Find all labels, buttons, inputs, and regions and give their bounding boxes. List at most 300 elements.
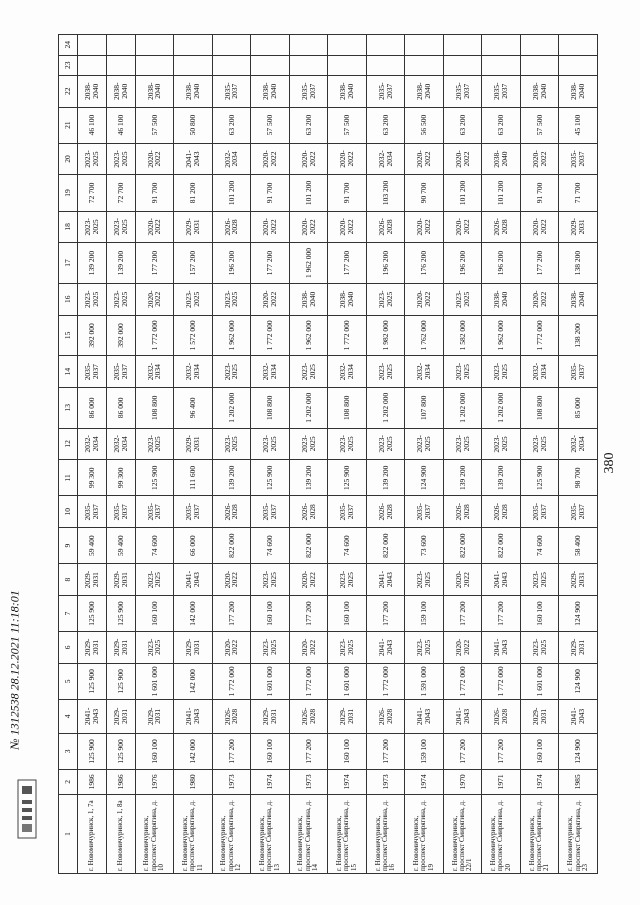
table-cell: 101 200: [443, 175, 482, 211]
table-cell: 46 100: [78, 107, 107, 143]
table-cell: 139 200: [78, 243, 107, 284]
table-cell: 90 700: [405, 175, 444, 211]
table-cell: 2032-2034: [520, 356, 559, 388]
table-cell: 139 200: [366, 460, 405, 496]
table-cell: 2035-2037: [212, 75, 251, 107]
data-table: [58, 34, 598, 874]
table-cell: 2041-2043: [366, 632, 405, 664]
table-cell: 2023-2025: [520, 564, 559, 596]
column-header-12: 12: [59, 428, 78, 460]
table-cell: 1 202 000: [482, 387, 521, 428]
table-cell: 74 600: [328, 528, 367, 564]
table-cell: 160 100: [520, 733, 559, 769]
table-cell: 2020-2022: [212, 632, 251, 664]
table-cell: [520, 55, 559, 75]
column-header-22: 22: [59, 75, 78, 107]
column-header-23: 23: [59, 55, 78, 75]
table-cell: 2023-2025: [135, 428, 174, 460]
table-cell: 2035-2037: [174, 496, 213, 528]
table-cell: 2032-2034: [328, 356, 367, 388]
table-cell: 91 700: [135, 175, 174, 211]
table-cell: [443, 35, 482, 56]
table-cell: 2032-2034: [212, 143, 251, 175]
table-cell: 2023-2025: [251, 564, 290, 596]
table-cell: [366, 55, 405, 75]
table-cell: 159 100: [405, 595, 444, 631]
table-cell: 108 800: [251, 387, 290, 428]
table-row: [106, 35, 135, 874]
address-cell: г. Новомичуринск, проспект Смирягина, д. 10: [135, 794, 174, 873]
table-cell: [405, 35, 444, 56]
table-cell: 822 000: [289, 528, 328, 564]
table-cell: 177 200: [482, 733, 521, 769]
table-cell: 196 200: [482, 243, 521, 284]
column-header-4: 4: [59, 699, 78, 733]
table-cell: [328, 35, 367, 56]
table-cell: 2020-2022: [443, 211, 482, 243]
table-row: [520, 35, 559, 874]
table-cell: 2023-2025: [106, 283, 135, 315]
table-cell: 1976: [135, 769, 174, 794]
table-cell: 56 500: [405, 107, 444, 143]
table-cell: 2023-2025: [212, 428, 251, 460]
table-cell: 74 600: [135, 528, 174, 564]
table-cell: 2038-2040: [251, 75, 290, 107]
table-cell: 2020-2022: [135, 211, 174, 243]
table-cell: 2020-2022: [328, 211, 367, 243]
document-stamp: [0, 580, 30, 760]
table-cell: 2041-2043: [366, 564, 405, 596]
table-cell: 2023-2025: [328, 632, 367, 664]
table-cell: 1974: [405, 769, 444, 794]
table-cell: 63 200: [212, 107, 251, 143]
table-cell: 125 900: [135, 460, 174, 496]
table-cell: 2026-2028: [366, 699, 405, 733]
table-cell: 138 200: [559, 315, 598, 356]
rotated-table-area: [58, 34, 598, 874]
table-cell: 1 591 000: [405, 663, 444, 699]
table-cell: 2023-2025: [78, 211, 107, 243]
table-cell: 2020-2022: [289, 143, 328, 175]
table-cell: 91 700: [520, 175, 559, 211]
table-cell: 2020-2022: [405, 143, 444, 175]
table-cell: 2023-2025: [443, 283, 482, 315]
table-container: [58, 34, 598, 874]
table-cell: 392 000: [78, 315, 107, 356]
table-cell: 177 200: [443, 733, 482, 769]
table-cell: 59 400: [78, 528, 107, 564]
table-cell: 125 900: [520, 460, 559, 496]
table-cell: 1986: [78, 769, 107, 794]
table-cell: 177 200: [289, 733, 328, 769]
table-cell: 74 600: [251, 528, 290, 564]
table-cell: 2026-2028: [366, 211, 405, 243]
table-cell: 2023-2025: [482, 356, 521, 388]
table-cell: 139 200: [289, 460, 328, 496]
table-cell: 177 200: [366, 595, 405, 631]
table-cell: 2020-2022: [289, 211, 328, 243]
table-cell: 86 000: [78, 387, 107, 428]
table-cell: [289, 55, 328, 75]
table-cell: 2035-2037: [289, 75, 328, 107]
table-cell: 103 200: [366, 175, 405, 211]
table-cell: 2035-2037: [78, 496, 107, 528]
table-cell: 2023-2025: [106, 211, 135, 243]
table-cell: 822 000: [482, 528, 521, 564]
table-cell: 139 200: [106, 243, 135, 284]
table-cell: 139 200: [443, 460, 482, 496]
table-cell: 2020-2022: [289, 632, 328, 664]
table-cell: 159 100: [405, 733, 444, 769]
table-cell: 74 600: [520, 528, 559, 564]
table-cell: 1 762 000: [405, 315, 444, 356]
table-cell: 1971: [482, 769, 521, 794]
table-cell: 124 900: [559, 733, 598, 769]
table-cell: 124 900: [559, 663, 598, 699]
table-cell: 2023-2025: [443, 428, 482, 460]
table-cell: 2020-2022: [405, 211, 444, 243]
table-cell: 2020-2022: [443, 564, 482, 596]
table-cell: 176 200: [405, 243, 444, 284]
table-cell: 1974: [251, 769, 290, 794]
table-row: [443, 35, 482, 874]
column-header-21: 21: [59, 107, 78, 143]
table-row: [174, 35, 213, 874]
table-cell: 2035-2037: [106, 356, 135, 388]
table-cell: 142 000: [174, 733, 213, 769]
table-cell: 73 600: [405, 528, 444, 564]
table-cell: 2023-2025: [135, 564, 174, 596]
table-row: [251, 35, 290, 874]
table-cell: 2038-2040: [289, 283, 328, 315]
table-cell: 177 200: [289, 595, 328, 631]
table-cell: 2038-2040: [482, 143, 521, 175]
table-cell: [174, 35, 213, 56]
table-cell: 124 900: [559, 595, 598, 631]
column-header-24: 24: [59, 35, 78, 56]
table-cell: 2041-2043: [174, 699, 213, 733]
table-cell: 1 772 000: [366, 663, 405, 699]
table-cell: 108 800: [520, 387, 559, 428]
table-cell: 2020-2022: [443, 632, 482, 664]
table-cell: 2029-2031: [174, 632, 213, 664]
column-header-3: 3: [59, 733, 78, 769]
table-cell: 2035-2037: [482, 75, 521, 107]
address-cell: г. Новомичуринск, проспект Смирягина, д. 16: [366, 794, 405, 873]
table-cell: [135, 55, 174, 75]
table-cell: 1 601 000: [135, 663, 174, 699]
table-cell: 2020-2022: [251, 143, 290, 175]
table-cell: [106, 55, 135, 75]
table-cell: 58 400: [559, 528, 598, 564]
table-cell: 160 100: [328, 733, 367, 769]
table-cell: 2020-2022: [443, 143, 482, 175]
table-cell: 2035-2037: [443, 75, 482, 107]
table-cell: 177 200: [482, 595, 521, 631]
table-cell: 101 200: [212, 175, 251, 211]
column-header-9: 9: [59, 528, 78, 564]
table-cell: 2035-2037: [520, 496, 559, 528]
table-cell: 2035-2037: [251, 496, 290, 528]
table-cell: 2029-2031: [251, 699, 290, 733]
table-cell: 177 200: [366, 733, 405, 769]
column-header-13: 13: [59, 387, 78, 428]
column-header-19: 19: [59, 175, 78, 211]
table-cell: 1 772 000: [251, 315, 290, 356]
table-cell: 2032-2034: [106, 428, 135, 460]
table-cell: 2023-2025: [251, 428, 290, 460]
column-header-16: 16: [59, 283, 78, 315]
table-cell: 138 200: [559, 243, 598, 284]
table-cell: 2029-2031: [174, 428, 213, 460]
address-cell: г. Новомичуринск, проспект Смирягина, д. 11: [174, 794, 213, 873]
table-cell: [251, 35, 290, 56]
table-cell: 2038-2040: [559, 283, 598, 315]
table-cell: 101 200: [289, 175, 328, 211]
table-cell: 125 900: [78, 663, 107, 699]
table-cell: 2038-2040: [174, 75, 213, 107]
table-cell: 139 200: [212, 460, 251, 496]
column-header-11: 11: [59, 460, 78, 496]
table-cell: 2023-2025: [328, 428, 367, 460]
table-cell: 81 200: [174, 175, 213, 211]
table-cell: 2032-2034: [135, 356, 174, 388]
address-cell: г. Новомичуринск, проспект Смирягина, д. 21: [520, 794, 559, 873]
table-cell: 2038-2040: [135, 75, 174, 107]
table-cell: 1 601 000: [328, 663, 367, 699]
table-cell: 2023-2025: [251, 632, 290, 664]
table-cell: 2023-2025: [482, 428, 521, 460]
table-cell: 2032-2034: [174, 356, 213, 388]
table-cell: 1 962 000: [482, 315, 521, 356]
table-cell: 2023-2025: [78, 283, 107, 315]
table-cell: 1 601 000: [251, 663, 290, 699]
table-cell: 160 100: [251, 595, 290, 631]
table-cell: 2035-2037: [106, 496, 135, 528]
table-row: [212, 35, 251, 874]
table-cell: 2035-2037: [328, 496, 367, 528]
column-header-15: 15: [59, 315, 78, 356]
table-cell: 1 772 000: [212, 663, 251, 699]
table-cell: [482, 35, 521, 56]
column-header-1: 1: [59, 794, 78, 873]
table-row: [482, 35, 521, 874]
table-cell: 142 000: [174, 595, 213, 631]
table-cell: 125 900: [328, 460, 367, 496]
table-cell: 2035-2037: [559, 496, 598, 528]
table-cell: 177 200: [443, 595, 482, 631]
table-cell: 2038-2040: [106, 75, 135, 107]
table-cell: 2029-2031: [328, 699, 367, 733]
table-cell: 142 000: [174, 663, 213, 699]
table-cell: 1 962 000: [289, 243, 328, 284]
table-cell: 108 800: [328, 387, 367, 428]
address-cell: г. Новомичуринск, проспект Смирягина, д. 20: [482, 794, 521, 873]
table-cell: [520, 35, 559, 56]
table-cell: 2041-2043: [443, 699, 482, 733]
table-cell: 2026-2028: [443, 496, 482, 528]
table-cell: 160 100: [328, 595, 367, 631]
table-cell: 57 500: [520, 107, 559, 143]
table-cell: 111 600: [174, 460, 213, 496]
table-cell: 1 772 000: [289, 663, 328, 699]
table-cell: 1973: [289, 769, 328, 794]
table-cell: [443, 55, 482, 75]
table-cell: 1 772 000: [328, 315, 367, 356]
table-cell: 1 572 000: [174, 315, 213, 356]
table-cell: 66 000: [174, 528, 213, 564]
table-cell: 1 202 000: [366, 387, 405, 428]
table-cell: 177 200: [328, 243, 367, 284]
table-cell: 1 202 000: [212, 387, 251, 428]
table-cell: 2041-2043: [174, 143, 213, 175]
table-cell: 2041-2043: [405, 699, 444, 733]
column-header-7: 7: [59, 595, 78, 631]
table-cell: 2026-2028: [366, 496, 405, 528]
table-cell: 392 000: [106, 315, 135, 356]
table-cell: 125 900: [78, 733, 107, 769]
table-cell: 822 000: [443, 528, 482, 564]
column-header-8: 8: [59, 564, 78, 596]
table-cell: 2023-2025: [106, 143, 135, 175]
table-cell: 177 200: [212, 595, 251, 631]
table-cell: 2038-2040: [482, 283, 521, 315]
table-cell: [559, 35, 598, 56]
table-cell: 2023-2025: [289, 356, 328, 388]
table-cell: 2020-2022: [328, 143, 367, 175]
table-cell: 1 962 000: [289, 315, 328, 356]
column-header-17: 17: [59, 243, 78, 284]
table-cell: 125 900: [106, 733, 135, 769]
address-cell: г. Новомичуринск, проспект Смирягина, д. 22/1: [443, 794, 482, 873]
table-cell: 2026-2028: [482, 496, 521, 528]
address-cell: г. Новомичуринск, проспект Смирягина, д. 23: [559, 794, 598, 873]
table-cell: 2023-2025: [289, 428, 328, 460]
table-cell: 2032-2034: [559, 428, 598, 460]
table-cell: [405, 55, 444, 75]
table-cell: 2038-2040: [559, 75, 598, 107]
table-cell: 2020-2022: [135, 283, 174, 315]
table-row: [366, 35, 405, 874]
table-cell: 2026-2028: [289, 496, 328, 528]
table-cell: 2038-2040: [405, 75, 444, 107]
table-cell: 1 962 000: [212, 315, 251, 356]
table-cell: 2023-2025: [212, 283, 251, 315]
table-cell: 2032-2034: [366, 143, 405, 175]
table-cell: 1 202 000: [289, 387, 328, 428]
table-cell: 2029-2031: [520, 699, 559, 733]
table-cell: 57 500: [135, 107, 174, 143]
table-cell: 2020-2022: [251, 283, 290, 315]
table-cell: 91 700: [328, 175, 367, 211]
table-cell: 2032-2034: [405, 356, 444, 388]
table-cell: 196 200: [212, 243, 251, 284]
table-cell: 160 100: [135, 733, 174, 769]
table-cell: 2023-2025: [366, 428, 405, 460]
table-cell: 2029-2031: [78, 564, 107, 596]
table-cell: 160 100: [135, 595, 174, 631]
table-cell: 2029-2031: [106, 632, 135, 664]
table-cell: 101 200: [482, 175, 521, 211]
table-cell: 177 200: [212, 733, 251, 769]
table-row: [328, 35, 367, 874]
table-cell: 107 800: [405, 387, 444, 428]
column-header-10: 10: [59, 496, 78, 528]
table-cell: [78, 35, 107, 56]
table-cell: 125 900: [78, 595, 107, 631]
table-cell: 2023-2025: [405, 428, 444, 460]
table-body: [78, 35, 598, 874]
table-cell: 2026-2028: [212, 496, 251, 528]
table-cell: 2029-2031: [174, 211, 213, 243]
table-cell: 2041-2043: [482, 564, 521, 596]
table-cell: 63 200: [366, 107, 405, 143]
column-header-6: 6: [59, 632, 78, 664]
column-header-14: 14: [59, 356, 78, 388]
table-cell: 1 772 000: [135, 315, 174, 356]
table-row: [559, 35, 598, 874]
table-cell: 2020-2022: [405, 283, 444, 315]
table-cell: 2020-2022: [520, 143, 559, 175]
table-cell: 2023-2025: [520, 428, 559, 460]
table-cell: 2029-2031: [106, 699, 135, 733]
table-cell: 46 100: [106, 107, 135, 143]
table-cell: 2032-2034: [251, 356, 290, 388]
table-cell: [559, 55, 598, 75]
table-cell: 177 200: [520, 243, 559, 284]
table-cell: 63 200: [482, 107, 521, 143]
table-cell: 2020-2022: [251, 211, 290, 243]
table-cell: 2035-2037: [78, 356, 107, 388]
table-cell: 1973: [212, 769, 251, 794]
table-cell: [482, 55, 521, 75]
table-cell: 2029-2031: [559, 632, 598, 664]
table-cell: 71 700: [559, 175, 598, 211]
table-cell: 160 100: [520, 595, 559, 631]
table-row: [78, 35, 107, 874]
table-cell: 1 772 000: [443, 663, 482, 699]
column-header-5: 5: [59, 663, 78, 699]
table-cell: 57 500: [251, 107, 290, 143]
table-cell: 2020-2022: [520, 211, 559, 243]
table-cell: 2029-2031: [135, 699, 174, 733]
table-cell: 1 601 000: [520, 663, 559, 699]
table-row: [135, 35, 174, 874]
table-cell: [289, 35, 328, 56]
table-cell: 2038-2040: [520, 75, 559, 107]
table-cell: 125 900: [106, 595, 135, 631]
table-cell: 63 200: [289, 107, 328, 143]
table-cell: 50 800: [174, 107, 213, 143]
table-cell: 2038-2040: [328, 75, 367, 107]
table-cell: 2029-2031: [78, 632, 107, 664]
address-cell: г. Новомичуринск, проспект Смирягина, д. 19: [405, 794, 444, 873]
table-cell: 45 100: [559, 107, 598, 143]
table-cell: [251, 55, 290, 75]
table-cell: 63 200: [443, 107, 482, 143]
table-cell: [135, 35, 174, 56]
address-cell: г. Новомичуринск, проспект Смирягина, д. 12: [212, 794, 251, 873]
table-cell: 108 800: [135, 387, 174, 428]
table-cell: 1985: [559, 769, 598, 794]
table-cell: 1980: [174, 769, 213, 794]
table-cell: 2023-2025: [328, 564, 367, 596]
table-cell: 2023-2025: [174, 283, 213, 315]
table-cell: 196 200: [366, 243, 405, 284]
table-cell: 2035-2037: [366, 75, 405, 107]
table-cell: 2026-2028: [212, 211, 251, 243]
table-cell: 2035-2037: [135, 496, 174, 528]
